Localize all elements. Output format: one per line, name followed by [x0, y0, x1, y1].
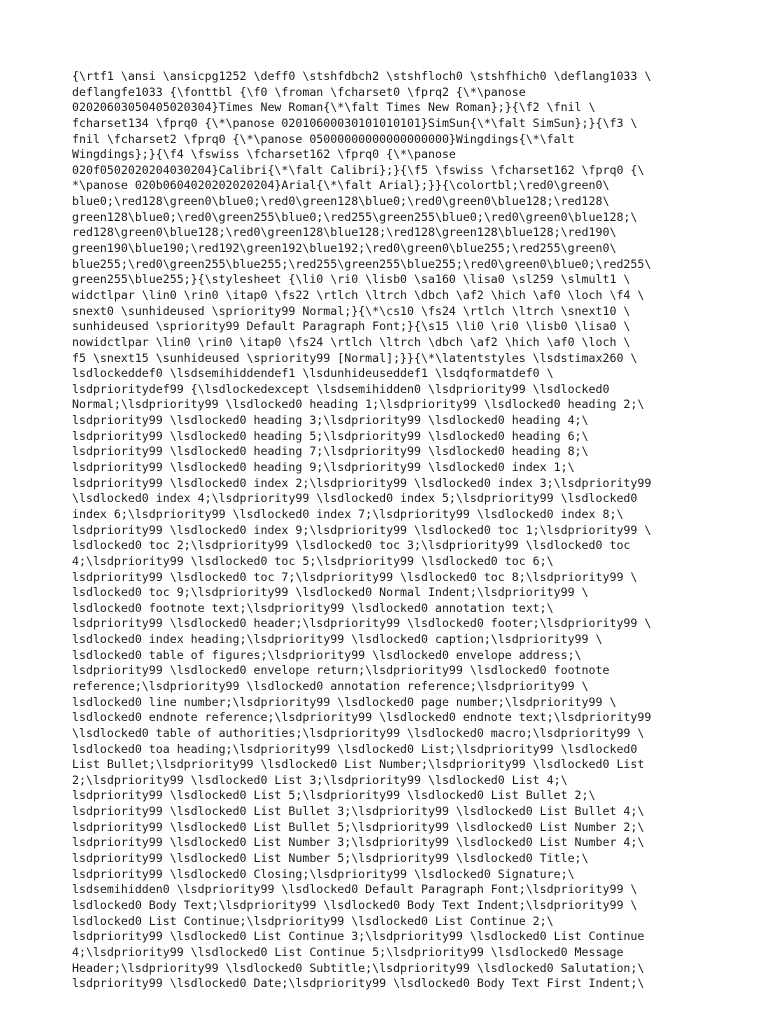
- document-text-line: blue255;\red0\green255\blue255;\red255\green255\blue255;\red0\green0\blue0;\red255\: [72, 256, 652, 271]
- document-text-line: lsdlocked0 footnote text;\lsdpriority99 \lsdlocked0 annotation text;\: [72, 600, 554, 615]
- document-text-line: lsdlockeddef0 \lsdsemihiddendef1 \lsdunhideuseddef1 \lsdqformatdef0 \: [72, 366, 554, 381]
- document-text-line: lsdpriority99 \lsdlocked0 envelope return;\lsdpriority99 \lsdlocked0 footnote: [72, 663, 610, 678]
- document-text-line: 02020603050405020304}Times New Roman{\*\falt Times New Roman};}{\f2 \fnil \: [72, 100, 596, 115]
- document-text-line: *\panose 020b0604020202020204}Arial{\*\falt Arial};}}{\colortbl;\red0\green0\: [72, 178, 610, 193]
- document-text-line: snext0 \sunhideused \spriority99 Normal;}{\*\cs10 \fs24 \rtlch \ltrch \snext10 \: [72, 303, 631, 318]
- document-text-line: lsdlocked0 table of figures;\lsdpriority99 \lsdlocked0 envelope address;\: [72, 647, 582, 662]
- document-text-line: reference;\lsdpriority99 \lsdlocked0 annotation reference;\lsdpriority99 \: [72, 678, 589, 693]
- document-text-line: lsdpriority99 \lsdlocked0 index 9;\lsdpriority99 \lsdlocked0 toc 1;\lsdpriority99 \: [72, 522, 652, 537]
- document-text-line: Normal;\lsdpriority99 \lsdlocked0 heading 1;\lsdpriority99 \lsdlocked0 heading 2;\: [72, 397, 645, 412]
- document-text-line: lsdlocked0 endnote reference;\lsdpriority99 \lsdlocked0 endnote text;\lsdpriority99: [72, 710, 652, 725]
- document-text-line: lsdpriority99 \lsdlocked0 heading 9;\lsdpriority99 \lsdlocked0 index 1;\: [72, 460, 575, 475]
- document-text-line: nowidctlpar \lin0 \rin0 \itap0 \fs24 \rtlch \ltrch \dbch \af2 \hich \af0 \loch \: [72, 334, 631, 349]
- document-text-line: lsdlocked0 toc 9;\lsdpriority99 \lsdlocked0 Normal Indent;\lsdpriority99 \: [72, 585, 589, 600]
- document-text-line: lsdlocked0 List Continue;\lsdpriority99 \lsdlocked0 List Continue 2;\: [72, 913, 554, 928]
- document-text-line: 4;\lsdpriority99 \lsdlocked0 toc 5;\lsdpriority99 \lsdlocked0 toc 6;\: [72, 553, 554, 568]
- document-text-line: lsdlocked0 toa heading;\lsdpriority99 \lsdlocked0 List;\lsdpriority99 \lsdlocked0: [72, 741, 638, 756]
- document-text-line: widctlpar \lin0 \rin0 \itap0 \fs22 \rtlch \ltrch \dbch \af2 \hich \af0 \loch \f4 \: [72, 287, 645, 302]
- document-text-line: lsdpriority99 \lsdlocked0 heading 3;\lsdpriority99 \lsdlocked0 heading 4;\: [72, 413, 589, 428]
- document-text-line: deflangfe1033 {\fonttbl {\f0 \froman \fcharset0 \fprq2 {\*\panose: [72, 84, 526, 99]
- document-text-line: lsdpriority99 \lsdlocked0 Closing;\lsdpriority99 \lsdlocked0 Signature;\: [72, 866, 575, 881]
- document-text-line: lsdpriority99 \lsdlocked0 heading 5;\lsdpriority99 \lsdlocked0 heading 6;\: [72, 428, 589, 443]
- document-text-line: \lsdlocked0 index 4;\lsdpriority99 \lsdlocked0 index 5;\lsdpriority99 \lsdlocked0: [72, 491, 638, 506]
- document-text-line: green128\blue0;\red0\green255\blue0;\red255\green255\blue0;\red0\green0\blue128;\: [72, 209, 638, 224]
- document-text-line: lsdpriority99 \lsdlocked0 List Number 5;\lsdpriority99 \lsdlocked0 Title;\: [72, 851, 589, 866]
- document-text-line: lsdpriority99 \lsdlocked0 List Continue 3;\lsdpriority99 \lsdlocked0 List Continue: [72, 929, 645, 944]
- document-text-line: fcharset134 \fprq0 {\*\panose 02010600030101010101}SimSun{\*\falt SimSun};}{\f3 \: [72, 115, 638, 130]
- document-text-line: {\rtf1 \ansi \ansicpg1252 \deff0 \stshfdbch2 \stshfloch0 \stshfhich0 \deflang1033 \: [72, 69, 652, 83]
- document-text-line: lsdpriority99 \lsdlocked0 heading 7;\lsdpriority99 \lsdlocked0 heading 8;\: [72, 444, 589, 459]
- document-text-line: red128\green0\blue128;\red0\green128\blue128;\red128\green128\blue128;\red190\: [72, 225, 617, 240]
- document-text-line: index 6;\lsdpriority99 \lsdlocked0 index 7;\lsdpriority99 \lsdlocked0 index 8;\: [72, 506, 624, 521]
- document-text-line: lsdpriority99 \lsdlocked0 List Bullet 5;\lsdpriority99 \lsdlocked0 List Number 2;\: [72, 819, 645, 834]
- document-text-line: lsdpriority99 \lsdlocked0 List 5;\lsdpriority99 \lsdlocked0 List Bullet 2;\: [72, 788, 596, 803]
- document-text-line: 2;\lsdpriority99 \lsdlocked0 List 3;\lsdpriority99 \lsdlocked0 List 4;\: [72, 772, 568, 787]
- document-text-line: lsdlocked0 toc 2;\lsdpriority99 \lsdlocked0 toc 3;\lsdpriority99 \lsdlocked0 toc: [72, 538, 631, 553]
- document-text-line: green255\blue255;}{\stylesheet {\li0 \ri0 \lisb0 \sa160 \lisa0 \sl259 \slmult1 \: [72, 272, 631, 287]
- document-text-line: List Bullet;\lsdpriority99 \lsdlocked0 List Number;\lsdpriority99 \lsdlocked0 List: [72, 757, 645, 772]
- document-text-line: Wingdings};}{\f4 \fswiss \fcharset162 \fprq0 {\*\panose: [72, 147, 456, 162]
- document-text-line: lsdlocked0 line number;\lsdpriority99 \lsdlocked0 page number;\lsdpriority99 \: [72, 694, 617, 709]
- document-text-line: lsdpriority99 \lsdlocked0 header;\lsdpriority99 \lsdlocked0 footer;\lsdpriority99 \: [72, 616, 652, 631]
- document-text-line: \lsdlocked0 table of authorities;\lsdpriority99 \lsdlocked0 macro;\lsdpriority99 \: [72, 725, 645, 740]
- document-text-line: lsdpriority99 \lsdlocked0 Date;\lsdpriority99 \lsdlocked0 Body Text First Indent;\: [72, 976, 645, 991]
- document-text-line: Header;\lsdpriority99 \lsdlocked0 Subtitle;\lsdpriority99 \lsdlocked0 Salutation;\: [72, 960, 645, 975]
- rtf-source-text: [72, 69, 702, 992]
- document-text-line: lsdpriority99 \lsdlocked0 List Bullet 3;\lsdpriority99 \lsdlocked0 List Bullet 4;\: [72, 804, 645, 819]
- document-text-line: lsdpriority99 \lsdlocked0 toc 7;\lsdpriority99 \lsdlocked0 toc 8;\lsdpriority99 \: [72, 569, 638, 584]
- document-text-line: blue0;\red128\green0\blue0;\red0\green128\blue0;\red0\green0\blue128;\red128\: [72, 194, 610, 209]
- document-text-line: lsdpriority99 \lsdlocked0 List Number 3;\lsdpriority99 \lsdlocked0 List Number 4;\: [72, 835, 645, 850]
- document-text-line: f5 \snext15 \sunhideused \spriority99 [Normal];}}{\*\latentstyles \lsdstimax260 \: [72, 350, 638, 365]
- document-text-line: lsdlocked0 index heading;\lsdpriority99 \lsdlocked0 caption;\lsdpriority99 \: [72, 632, 603, 647]
- document-text-line: lsdpriority99 \lsdlocked0 index 2;\lsdpriority99 \lsdlocked0 index 3;\lsdpriority99: [72, 475, 652, 490]
- document-text-line: lsdprioritydef99 {\lsdlockedexcept \lsdsemihidden0 \lsdpriority99 \lsdlocked0: [72, 381, 610, 396]
- document-text-line: green190\blue190;\red192\green192\blue192;\red0\green0\blue255;\red255\green0\: [72, 241, 617, 256]
- document-text-line: fnil \fcharset2 \fprq0 {\*\panose 05000000000000000000}Wingdings{\*\falt: [72, 131, 575, 146]
- document-text-line: 020f0502020204030204}Calibri{\*\falt Calibri};}{\f5 \fswiss \fcharset162 \fprq0 {\: [72, 162, 645, 177]
- document-text-line: sunhideused \spriority99 Default Paragraph Font;}{\s15 \li0 \ri0 \lisb0 \lisa0 \: [72, 319, 631, 334]
- document-text-line: lsdsemihidden0 \lsdpriority99 \lsdlocked0 Default Paragraph Font;\lsdpriority99 \: [72, 882, 638, 897]
- document-text-line: lsdlocked0 Body Text;\lsdpriority99 \lsdlocked0 Body Text Indent;\lsdpriority99 \: [72, 897, 638, 912]
- document-text-line: 4;\lsdpriority99 \lsdlocked0 List Continue 5;\lsdpriority99 \lsdlocked0 Message: [72, 944, 624, 959]
